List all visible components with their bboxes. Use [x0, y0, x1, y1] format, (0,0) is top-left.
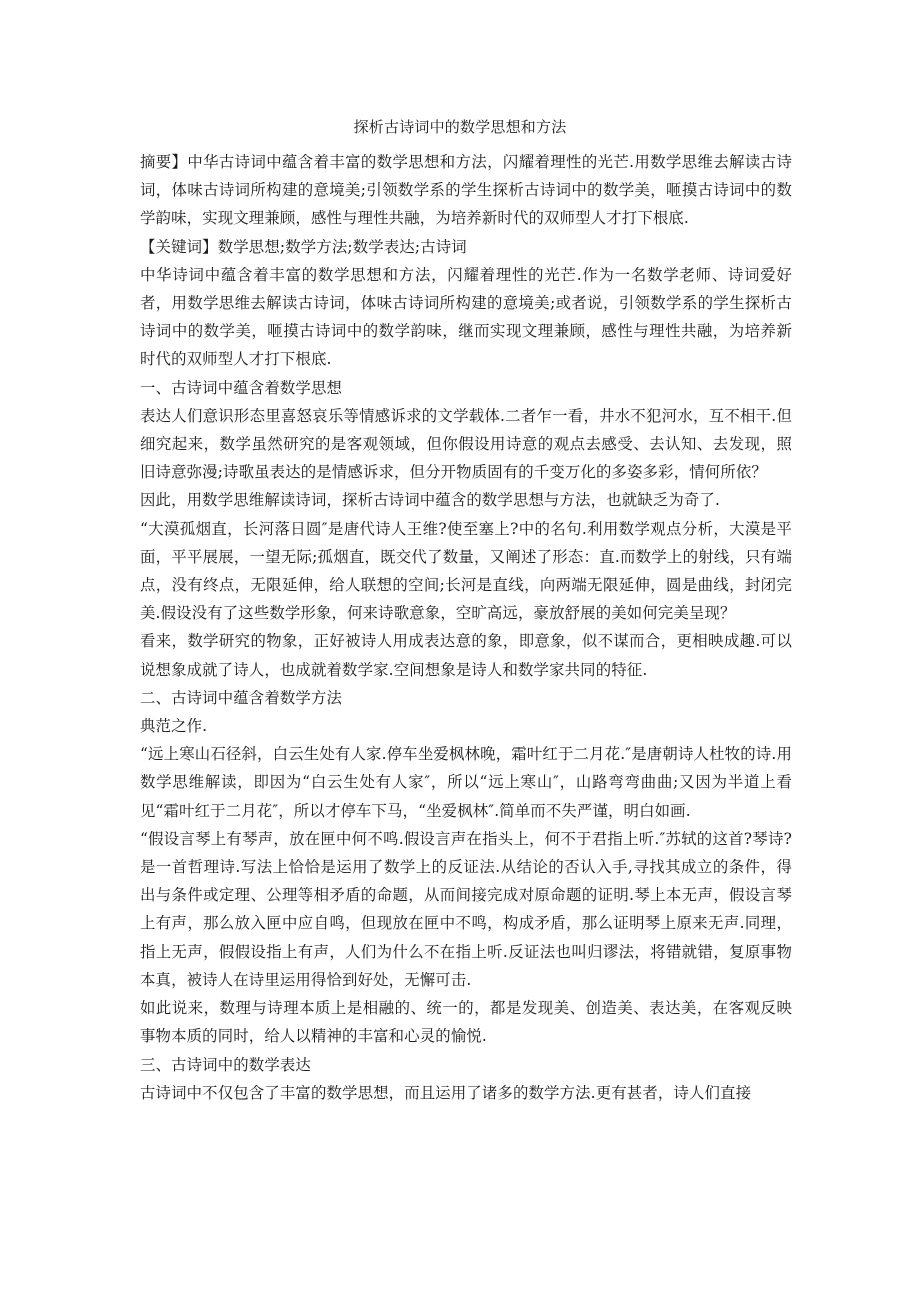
document-body	[140, 148, 792, 1107]
body-paragraph: 古诗词中不仅包含了丰富的数学思想，而且运用了诸多的数学方法.更有甚者，诗人们直接	[140, 1083, 752, 1102]
section-heading-2: 二、古诗词中蕴含着数学方法	[140, 688, 343, 707]
keywords-paragraph: 【关键词】数学思想;数学方法;数学表达;古诗词	[140, 237, 467, 256]
section-heading-3: 三、古诗词中的数学表达	[140, 1055, 311, 1074]
body-paragraph: 因此，用数学思维解读诗词，探析古诗词中蕴含的数学思想与方法，也就缺乏为奇了.	[140, 491, 721, 510]
body-paragraph: “大漠孤烟直，长河落日圆″是唐代诗人王维?使至塞上?中的名句.利用数学观点分析，大漠是平面，平平展展，一望无际;孤烟直，既交代了数量，又阐述了形态：直.而数学上的射线，只有端点，没有终点，无限延伸，给人联想的空间;长河是直线，向两端无限延伸，圆是曲线，封闭完美.假设没有了这些数学形象，何来诗歌意象，空旷高远，豪放舒展的美如何完美呈现？	[140, 519, 792, 623]
body-paragraph: “假设言琴上有琴声，放在匣中何不鸣.假设言声在指头上，何不于君指上听.″苏轼的这首?琴诗?是一首哲理诗.写法上恰恰是运用了数学上的反证法.从结论的否认入手,寻找其成立的条件，得出与条件或定理、公理等相矛盾的命题，从而间接完成对原命题的证明.琴上本无声，假设言琴上有声，那么放入匣中应自鸣，但现放在匣中不鸣，构成矛盾，那么证明琴上原来无声.同理，指上无声，假假设指上有声，人们为什么不在指上听.反证法也叫归谬法，将错就错，复原事物本真，被诗人在诗里运用得恰到好处，无懈可击.	[140, 829, 792, 989]
body-paragraph: 典范之作.	[140, 717, 208, 736]
body-paragraph: 表达人们意识形态里喜怒哀乐等情感诉求的文学载体.二者乍一看，井水不犯河水，互不相干.但细究起来，数学虽然研究的是客观领域，但你假设用诗意的观点去感受、去认知、去发现，照旧诗意弥漫;诗歌虽表达的是情感诉求，但分开物质固有的千变万化的多姿多彩，情何所依？	[140, 406, 792, 482]
body-paragraph: 看来，数学研究的物象，正好被诗人用成表达意的象，即意象，似不谋而合，更相映成趣.可以说想象成就了诗人，也成就着数学家.空间想象是诗人和数学家共同的特征.	[140, 632, 792, 679]
section-heading-1: 一、古诗词中蕴含着数学思想	[140, 378, 343, 397]
abstract-paragraph: 摘要】中华古诗词中蕴含着丰富的数学思想和方法，闪耀着理性的光芒.用数学思维去解读古诗词，体味古诗词所构建的意境美;引领数学系的学生探析古诗词中的数学美，咂摸古诗词中的数学韵味，实现文理兼顾，感性与理性共融，为培养新时代的双师型人才打下根底.	[140, 153, 792, 228]
intro-paragraph: 中华诗词中蕴含着丰富的数学思想和方法，闪耀着理性的光芒.作为一名数学老师、诗词爱好者，用数学思维去解读古诗词，体味古诗词所构建的意境美;或者说，引领数学系的学生探析古诗词中的数学美，咂摸古诗词中的数学韵味，继而实现文理兼顾，感性与理性共融，为培养新时代的双师型人才打下根底.	[140, 265, 792, 369]
body-paragraph: “远上寒山石径斜，白云生处有人家.停车坐爱枫林晚，霜叶红于二月花.″是唐朝诗人杜牧的诗.用数学思维解读，即因为“白云生处有人家″，所以“远上寒山″，山路弯弯曲曲;又因为半道上看见“霜叶红于二月花″，所以才停车下马，“坐爱枫林″.简单而不失严谨，明白如画.	[140, 745, 792, 820]
body-paragraph: 如此说来，数理与诗理本质上是相融的、统一的，都是发现美、创造美、表达美，在客观反映事物本质的同时，给人以精神的丰富和心灵的愉悦.	[140, 999, 792, 1046]
document-title: 探析古诗词中的数学思想和方法	[353, 118, 567, 136]
